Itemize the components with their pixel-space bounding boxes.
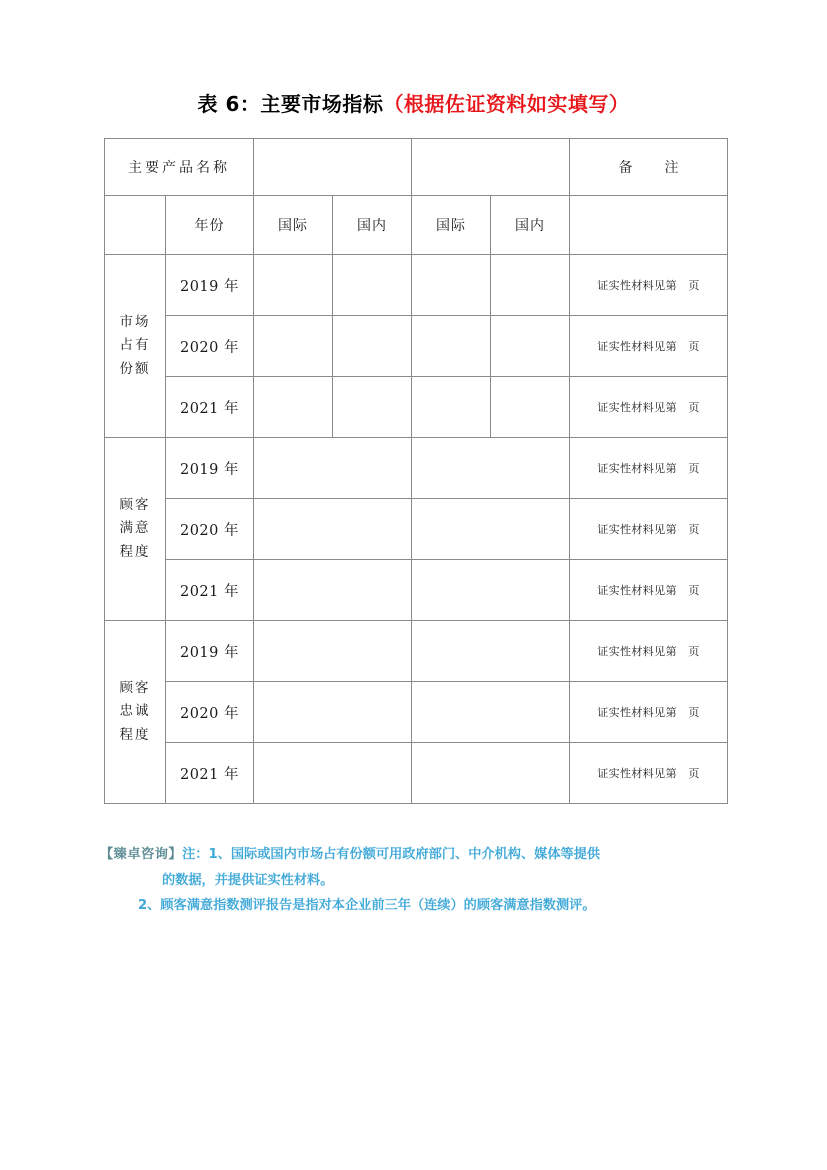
- value-cell[interactable]: [491, 255, 570, 316]
- footnote-brand: 【臻卓咨询】: [100, 847, 183, 862]
- year-cell: 2019 年: [166, 255, 254, 316]
- section-label-market-share: [105, 255, 166, 438]
- value-cell[interactable]: [412, 682, 570, 743]
- year-cell: 2020 年: [166, 316, 254, 377]
- remark-cell: 证实性材料见第 页: [570, 438, 728, 499]
- section-label-line: 程度: [119, 543, 151, 560]
- section-label-line: 顾客: [119, 679, 151, 696]
- value-cell[interactable]: [254, 621, 412, 682]
- table-header-row-2: [105, 196, 728, 255]
- year-cell: 2020 年: [166, 499, 254, 560]
- market-indicators-table-wrapper: [104, 138, 727, 804]
- value-cell[interactable]: [254, 438, 412, 499]
- section-label-line: 满意: [119, 520, 151, 537]
- remark-cell: 证实性材料见第 页: [570, 682, 728, 743]
- footnote-block: [100, 842, 750, 919]
- section-label-line: 忠诚: [119, 703, 151, 720]
- value-cell[interactable]: [412, 560, 570, 621]
- section-label-line: 份额: [119, 360, 151, 377]
- section-label-line: 程度: [119, 726, 151, 743]
- footnote-line-1-text: 注：1、国际或国内市场占有份额可用政府部门、中介机构、媒体等提供: [182, 847, 601, 862]
- year-cell: 2021 年: [166, 377, 254, 438]
- value-cell[interactable]: [254, 377, 333, 438]
- remark-cell: 证实性材料见第 页: [570, 560, 728, 621]
- value-cell[interactable]: [333, 377, 412, 438]
- header-product-name: 主要产品名称: [105, 139, 254, 196]
- page-title-annotation: （根据佐证资料如实填写）: [383, 92, 630, 116]
- header-col-domestic-1: 国内: [333, 196, 412, 255]
- remark-cell: 证实性材料见第 页: [570, 621, 728, 682]
- value-cell[interactable]: [333, 255, 412, 316]
- header-group-1[interactable]: [254, 139, 412, 196]
- remark-cell: 证实性材料见第 页: [570, 316, 728, 377]
- value-cell[interactable]: [491, 316, 570, 377]
- header-year: 年份: [166, 196, 254, 255]
- year-cell: 2021 年: [166, 560, 254, 621]
- table-header-row-1: [105, 139, 728, 196]
- table-row: [105, 438, 728, 499]
- table-row: [105, 682, 728, 743]
- header-category-blank: [105, 196, 166, 255]
- value-cell[interactable]: [412, 438, 570, 499]
- value-cell[interactable]: [254, 255, 333, 316]
- footnote-line-2: 的数据，并提供证实性材料。: [162, 872, 334, 888]
- market-indicators-table: [104, 138, 728, 804]
- value-cell[interactable]: [412, 316, 491, 377]
- value-cell[interactable]: [254, 682, 412, 743]
- header-col-international-1: 国际: [254, 196, 333, 255]
- section-label-customer-loyalty: [105, 621, 166, 804]
- year-cell: 2021 年: [166, 743, 254, 804]
- value-cell[interactable]: [254, 499, 412, 560]
- footnote-line-1: [100, 842, 750, 868]
- value-cell[interactable]: [412, 377, 491, 438]
- table-row: [105, 743, 728, 804]
- header-col-international-2: 国际: [412, 196, 491, 255]
- header-group-2[interactable]: [412, 139, 570, 196]
- header-remark: 备 注: [570, 139, 728, 196]
- remark-cell: 证实性材料见第 页: [570, 377, 728, 438]
- value-cell[interactable]: [412, 743, 570, 804]
- page-title-main: 表 6：主要市场指标: [197, 92, 384, 116]
- section-label-line: 占有: [119, 337, 151, 354]
- year-cell: 2019 年: [166, 438, 254, 499]
- table-row: [105, 316, 728, 377]
- value-cell[interactable]: [412, 621, 570, 682]
- footnote-line-3: 2、顾客满意指数测评报告是指对本企业前三年（连续）的顾客满意指数测评。: [138, 898, 596, 914]
- table-row: [105, 255, 728, 316]
- value-cell[interactable]: [254, 560, 412, 621]
- value-cell[interactable]: [333, 316, 412, 377]
- year-cell: 2020 年: [166, 682, 254, 743]
- table-row: [105, 499, 728, 560]
- table-row: [105, 621, 728, 682]
- value-cell[interactable]: [412, 499, 570, 560]
- section-label-line: 顾客: [119, 496, 151, 513]
- value-cell[interactable]: [254, 316, 333, 377]
- year-cell: 2019 年: [166, 621, 254, 682]
- table-row: [105, 560, 728, 621]
- table-row: [105, 377, 728, 438]
- remark-cell: 证实性材料见第 页: [570, 255, 728, 316]
- value-cell[interactable]: [412, 255, 491, 316]
- header-remark-blank: [570, 196, 728, 255]
- header-col-domestic-2: 国内: [491, 196, 570, 255]
- section-label-customer-satisfaction: [105, 438, 166, 621]
- value-cell[interactable]: [254, 743, 412, 804]
- section-label-line: 市场: [119, 313, 151, 330]
- page-title: [0, 88, 827, 117]
- remark-cell: 证实性材料见第 页: [570, 743, 728, 804]
- remark-cell: 证实性材料见第 页: [570, 499, 728, 560]
- value-cell[interactable]: [491, 377, 570, 438]
